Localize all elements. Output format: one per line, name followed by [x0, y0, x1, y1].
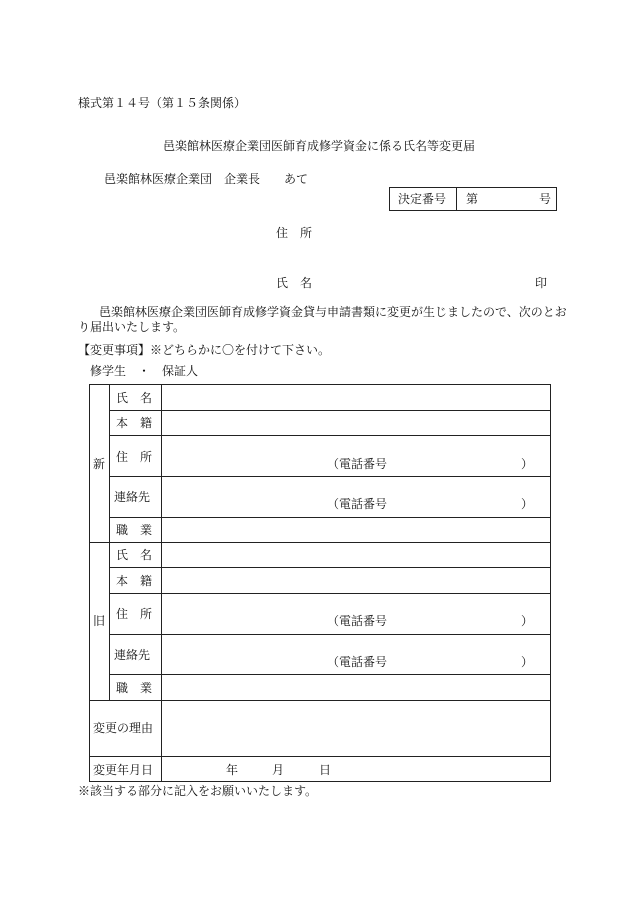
- form-number: 様式第１４号（第１５条関係）: [78, 96, 247, 110]
- new-section-label: 新: [93, 457, 106, 471]
- body-text-line2: り届出いたします。: [78, 320, 186, 334]
- decision-number-go: 号: [539, 192, 552, 206]
- new-address-phone-close: ）: [521, 457, 534, 471]
- old-address-label: 住 所: [116, 607, 153, 621]
- old-address-phone-open: （電話番号: [327, 614, 388, 628]
- change-reason-label: 変更の理由: [93, 721, 154, 735]
- old-job-label: 職 業: [116, 681, 153, 695]
- footer-note: ※該当する部分に記入をお願いいたします。: [78, 784, 318, 798]
- decision-number-label: 決定番号: [398, 192, 447, 206]
- change-items-choices: 修学生 ・ 保証人: [90, 364, 199, 378]
- decision-number-dai: 第: [466, 192, 479, 206]
- change-date-label: 変更年月日: [93, 763, 154, 777]
- body-text-line1: 邑楽館林医療企業団医師育成修学資金貸与申請書類に変更が生じましたので、次のとお: [99, 305, 567, 319]
- date-day: 日: [319, 763, 332, 777]
- old-section-label: 旧: [93, 614, 106, 628]
- addressee: 邑楽館林医療企業団 企業長 あて: [104, 172, 309, 186]
- old-contact-phone-close: ）: [521, 655, 534, 669]
- old-honseki-label: 本 籍: [116, 574, 153, 588]
- old-contact-label: 連絡先: [114, 648, 151, 662]
- new-contact-label: 連絡先: [114, 490, 151, 504]
- new-contact-phone-open: （電話番号: [327, 497, 388, 511]
- new-name-label: 氏 名: [116, 391, 153, 405]
- document-title: 邑楽館林医療企業団医師育成修学資金に係る氏名等変更届: [163, 139, 476, 153]
- date-month: 月: [272, 763, 285, 777]
- new-address-label: 住 所: [116, 450, 153, 464]
- new-contact-phone-close: ）: [521, 497, 534, 511]
- applicant-address-label: 住 所: [276, 226, 313, 240]
- old-address-phone-close: ）: [521, 614, 534, 628]
- old-contact-phone-open: （電話番号: [327, 655, 388, 669]
- seal-mark: 印: [535, 276, 548, 290]
- applicant-name-label: 氏 名: [276, 276, 313, 290]
- change-items-heading: 【変更事項】※どちらかに〇を付けて下さい。: [78, 343, 331, 357]
- new-address-phone-open: （電話番号: [327, 457, 388, 471]
- old-name-label: 氏 名: [116, 548, 153, 562]
- new-honseki-label: 本 籍: [116, 416, 153, 430]
- new-job-label: 職 業: [116, 523, 153, 537]
- date-year: 年: [226, 763, 239, 777]
